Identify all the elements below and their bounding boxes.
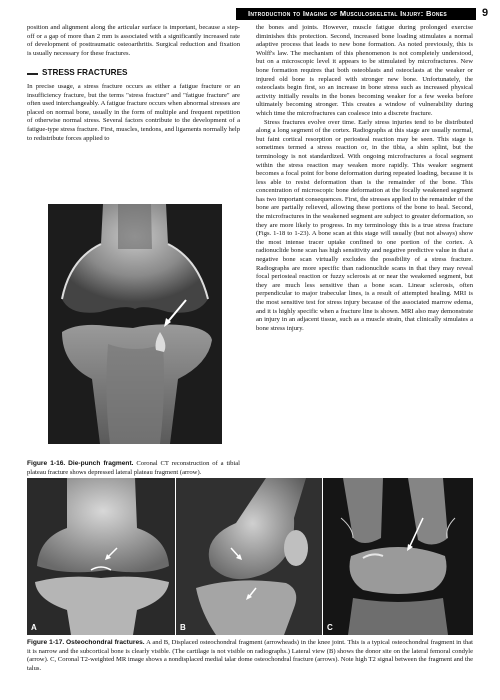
mri-ankle-coronal-image [323, 478, 473, 635]
figure-1-17-text: A and B, Displaced osteochondral fragment (arrowheads) in the knee joint. This is a typical osteochondral fragment in that it is narrow and the subcortical bone is clearly visible. (The cartilage is not visible on radiographs.) Lateral view (B) shows the donor site on the lateral femoral condyle (arrow). C, Coronal T2-weighted MR image shows a nondisplaced medial talar dome osteochondral fracture (arrows). Note high T2 signal between the fragment and the talus. [27, 639, 473, 672]
section-marker [27, 73, 38, 75]
ct-knee-image [48, 204, 222, 444]
left-paragraph-2: In precise usage, a stress fracture occurs as either a fatigue fracture or an insufficiency fracture, but the terms "stress fracture" and "fatigue fracture" are often used interchangeably. A fatigue fracture occurs when abnormal stresses are placed on normal bone, usually in the form of multiple and frequent repetition of otherwise normal stress. Several factors contribute to the development of a fatigue-type stress fracture. First, muscles, tendons, and ligaments normally help to redistribute forces applied to [27, 82, 240, 142]
page-number: 9 [482, 7, 489, 19]
figure-1-16-text: Coronal CT reconstruction of a tibial plateau fracture shows depressed lateral plateau fragment (arrow). [27, 460, 241, 476]
figure-1-16-ct-image [48, 204, 222, 444]
left-paragraph-1: position and alignment along the articular surface is important, because a step-off or a gap of more than 2 mm is associated with a significantly increased rate of development of posttraumatic osteoarthritis. Surgical reduction and fixation is usually necessary for these fractures. [27, 24, 240, 57]
figure-1-17-panel-b [176, 478, 322, 635]
figure-1-16-caption [27, 460, 240, 477]
panel-letter-c: C [327, 623, 333, 632]
xray-knee-lateral-image [176, 478, 322, 635]
xray-knee-ap-image [27, 478, 175, 635]
figure-1-17-panel-a [27, 478, 175, 635]
section-heading-text: STRESS FRACTURES [42, 68, 128, 78]
figure-1-17-title: Osteochondral fractures. [66, 639, 145, 646]
header-title: Introduction to Imaging of Musculoskeletal Injury: Bones [248, 9, 448, 18]
left-column [27, 24, 240, 143]
right-paragraph-2: Stress fractures evolve over time. Early stress injuries tend to be distributed along a long segment of the cortex. Radiographs at this stage are usually normal, but faint cortical resorption or periosteal reaction may be seen. This stage is sometimes termed a stress reaction or, in the tibia, a shin splint, but the terminology is not standardized. With ongoing microfractures a focal segment within the stress reaction may weaken more rapidly. This weaker segment becomes a focal point for bone deformation during repeated loading, because it is less able to resist deformation than is the remainder of the bone. This concentration of microscopic bone deformation at the focally weakened segment has two important consequences. First, the stresses applied to the remainder of the bone are partially relieved, allowing these portions of the bone to heal. Second, the microfractures in the weakened segment are subject to greater deformation, so they are more likely to progress. In my terminology this is a true stress fracture (Figs. 1-18 to 1-23). A bone scan at this stage will usually (but not always) show the most intense tracer uptake confined to one portion of the cortex. A radionuclide bone scan has high sensitivity and negative predictive value in that a negative bone scan virtually excludes the possibility of a stress fracture. Radiographs are more specific than radionuclide scans in that they may reveal focal periosteal reaction or fuzzy sclerosis at or near the weakened segment, but they are much less sensitive than a bone scan. Linear sclerosis, often perpendicular to major trabecular lines, is a result of attempted healing. MRI is the most sensitive test for stress injury because of the associated marrow edema, and it is highly specific when a fracture line is shown. MRI also may demonstrate an injury in an adjacent tissue, such as a muscle strain, that clinically simulates a bone stress injury. [256, 118, 473, 332]
figure-1-16-label: Figure 1-16. [27, 460, 66, 467]
section-heading [27, 69, 240, 78]
panel-letter-a: A [31, 623, 37, 632]
right-column [256, 24, 473, 333]
figure-1-17-panel-c [323, 478, 473, 635]
figure-1-17-caption [27, 639, 473, 673]
figure-1-17-label: Figure 1-17. [27, 639, 65, 646]
panel-letter-b: B [180, 623, 186, 632]
figure-1-16-title: Die-punch fragment. [68, 460, 134, 467]
right-paragraph-1: the bones and joints. However, muscle fatigue during prolonged exercise diminishes this protection. Second, increased bone loading stimulates a normal adaptive process that leads to new bone formation. As noted previously, this is Wolff's law. The mechanism of this phenomenon is not completely understood, but on a microscopic level it appears to be stimulated by microfractures. New bone formation requires that both osteoblasts and osteoclasts at the weaker or injured old bone is replaced with stronger new bone. Unfortunately, the osteoclasts begin first, so an increase in bone stress such as increased physical activity initially results in the bones becoming weaker for a few weeks before ultimately becoming stronger. This creates a window of vulnerability during which time the microfractures can coalesce into a discrete fracture. [256, 24, 473, 117]
